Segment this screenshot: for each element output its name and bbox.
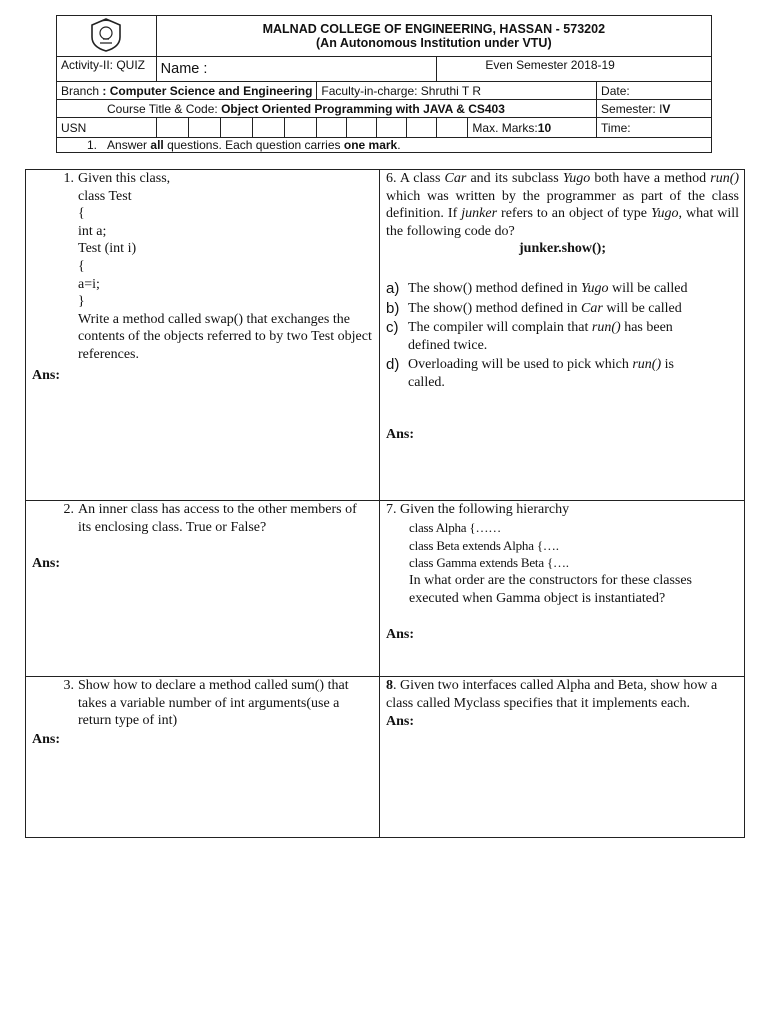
- usn-box[interactable]: [437, 118, 468, 138]
- answer-label-3: Ans:: [32, 732, 61, 747]
- question-8-text: . Given two interfaces called Alpha and Beta, show how a class called Myclass specifies that it implements each.: [386, 678, 718, 711]
- usn-box[interactable]: [317, 118, 347, 138]
- code-line: class Alpha {……: [409, 520, 502, 535]
- option-text: has been defined twice.: [408, 320, 673, 353]
- header-table: [56, 15, 712, 153]
- instruction-emphasis-all: all: [150, 137, 164, 152]
- college-title-cell: [156, 16, 711, 57]
- option-letter: c): [386, 319, 399, 337]
- question-7-cell: [380, 501, 745, 677]
- question-1-text: Write a method called swap() that exchanges the contents of the objects referred to by two Test object references.: [78, 311, 372, 362]
- max-marks-cell: [468, 118, 597, 138]
- question-7-code: [409, 519, 569, 572]
- instructions-cell: [57, 138, 712, 153]
- option-text: will be called: [612, 281, 688, 296]
- option-emphasis: Car: [581, 300, 603, 316]
- branch-label: Branch: [61, 83, 100, 98]
- code-line: }: [78, 294, 85, 310]
- option-text: The show() method defined in: [408, 300, 578, 316]
- code-line: class Gamma extends Beta {….: [409, 555, 569, 571]
- code-line: class Test: [78, 188, 132, 204]
- answer-label-1: Ans:: [32, 368, 61, 383]
- college-name: MALNAD COLLEGE OF ENGINEERING, HASSAN - 573202: [262, 22, 606, 36]
- question-text: refers to an object of type: [501, 206, 647, 222]
- question-7-number: 7.: [386, 502, 397, 517]
- instruction-number: 1.: [87, 137, 98, 152]
- class-name-yugo: Yugo: [562, 171, 591, 186]
- course-label: Course Title & Code:: [107, 101, 218, 116]
- usn-label: USN: [61, 120, 87, 135]
- usn-box[interactable]: [156, 118, 188, 138]
- logo-cell: [57, 16, 157, 57]
- college-seal-icon: [89, 17, 123, 53]
- question-text: A class: [399, 171, 441, 186]
- question-2-number: 2.: [63, 502, 74, 517]
- course-value: Object Oriented Programming with JAVA & CS403: [221, 101, 505, 116]
- question-text: and its subclass: [470, 171, 559, 186]
- branch-cell: [57, 82, 317, 100]
- question-2-text: An inner class has access to the other members of its enclosing class. True or False?: [78, 502, 357, 535]
- code-line: {: [78, 258, 85, 274]
- time-field[interactable]: [597, 118, 712, 138]
- usn-box[interactable]: [285, 118, 317, 138]
- option-a[interactable]: [386, 280, 731, 298]
- time-label: Time:: [601, 120, 631, 135]
- code-line: Given this class,: [78, 171, 171, 186]
- student-name-field[interactable]: [156, 57, 437, 82]
- activity-label: Activity-II: QUIZ: [61, 58, 145, 72]
- option-b[interactable]: [386, 300, 731, 318]
- question-text: both have a method: [594, 171, 707, 186]
- question-7-text: In what order are the constructors for these classes executed when Gamma object is instantiated?: [409, 573, 693, 606]
- semester-label: Semester: I: [601, 101, 663, 116]
- variable-junker: junker: [461, 206, 498, 222]
- question-7-text: Given the following hierarchy: [400, 502, 570, 517]
- instruction-period: .: [397, 137, 401, 152]
- instruction-text: questions. Each question carries: [167, 137, 341, 152]
- semester-year-cell: [437, 57, 712, 82]
- instruction-emphasis-one-mark: one mark: [343, 137, 398, 152]
- option-text: The show() method defined in: [408, 281, 578, 296]
- option-emphasis: Yugo: [581, 281, 609, 296]
- max-marks-value: 10: [537, 120, 552, 135]
- max-marks-label: Max. Marks:: [472, 120, 538, 135]
- class-name-car: Car: [444, 171, 467, 186]
- option-letter: b): [386, 299, 400, 317]
- question-text: which was written by the programmer as part of the class definition. If: [386, 188, 739, 222]
- option-text: The compiler will complain that: [408, 320, 589, 336]
- question-6-options: [386, 280, 731, 392]
- name-label: Name :: [160, 61, 208, 77]
- college-subtitle: (An Autonomous Institution under VTU): [316, 36, 552, 50]
- question-1-body: [78, 170, 374, 364]
- question-3-cell: [26, 677, 380, 838]
- faculty-cell: [317, 82, 597, 100]
- option-text: Overloading will be used to pick which: [408, 357, 629, 373]
- code-line: Test (int i): [78, 241, 137, 257]
- course-cell: [57, 100, 597, 118]
- option-text: is called.: [408, 357, 674, 390]
- answer-label-8: Ans:: [386, 714, 415, 729]
- semester-value: V: [662, 101, 671, 116]
- option-letter: d): [386, 356, 400, 374]
- answer-label-2: Ans:: [32, 556, 61, 571]
- answer-label-7: Ans:: [386, 627, 415, 642]
- question-1-number: 1.: [63, 171, 74, 186]
- question-8-cell: [380, 677, 745, 838]
- question-7-intro: [386, 501, 569, 519]
- question-1-cell: [26, 170, 380, 501]
- answer-label-6: Ans:: [386, 427, 415, 442]
- question-6-cell: [380, 170, 745, 501]
- usn-box[interactable]: [347, 118, 377, 138]
- usn-label-cell: [57, 118, 157, 138]
- instruction-text: Answer: [107, 137, 148, 152]
- activity-cell: [57, 57, 157, 82]
- option-emphasis: run(): [632, 357, 662, 373]
- question-3-text: Show how to declare a method called sum() that takes a variable number of int arguments(use a return type of int): [78, 678, 349, 729]
- code-line: a=i;: [78, 276, 100, 292]
- question-6-number: 6.: [386, 171, 397, 186]
- question-6-code: junker.show();: [519, 241, 606, 256]
- question-2-cell: [26, 501, 380, 677]
- question-6-body: [386, 170, 739, 240]
- question-8-body: [386, 677, 739, 712]
- date-label: Date:: [601, 83, 630, 98]
- method-name-run: run(): [710, 171, 740, 186]
- option-letter: a): [386, 280, 400, 297]
- usn-box[interactable]: [220, 118, 252, 138]
- option-emphasis: run(): [591, 320, 621, 336]
- usn-box[interactable]: [407, 118, 437, 138]
- code-line: {: [78, 206, 85, 222]
- question-8-number: 8: [386, 678, 393, 693]
- option-c[interactable]: [386, 319, 731, 354]
- option-d[interactable]: [386, 356, 731, 391]
- branch-value: : Computer Science and Engineering: [102, 83, 313, 98]
- usn-box[interactable]: [188, 118, 220, 138]
- date-field[interactable]: [597, 82, 712, 100]
- option-text: will be called: [606, 300, 682, 316]
- semester-year: Even Semester 2018-19: [485, 58, 615, 72]
- questions-grid: [25, 169, 745, 838]
- faculty-in-charge: Faculty-in-charge: Shruthi T R: [321, 83, 482, 98]
- semester-cell: [597, 100, 712, 118]
- usn-box[interactable]: [377, 118, 407, 138]
- code-line: int a;: [78, 223, 107, 239]
- code-line: class Beta extends Alpha {….: [409, 537, 559, 553]
- question-3-number: 3.: [63, 678, 74, 693]
- usn-box[interactable]: [253, 118, 285, 138]
- question-text: , what will the following code do?: [386, 206, 739, 239]
- class-name-yugo: Yugo: [650, 206, 679, 222]
